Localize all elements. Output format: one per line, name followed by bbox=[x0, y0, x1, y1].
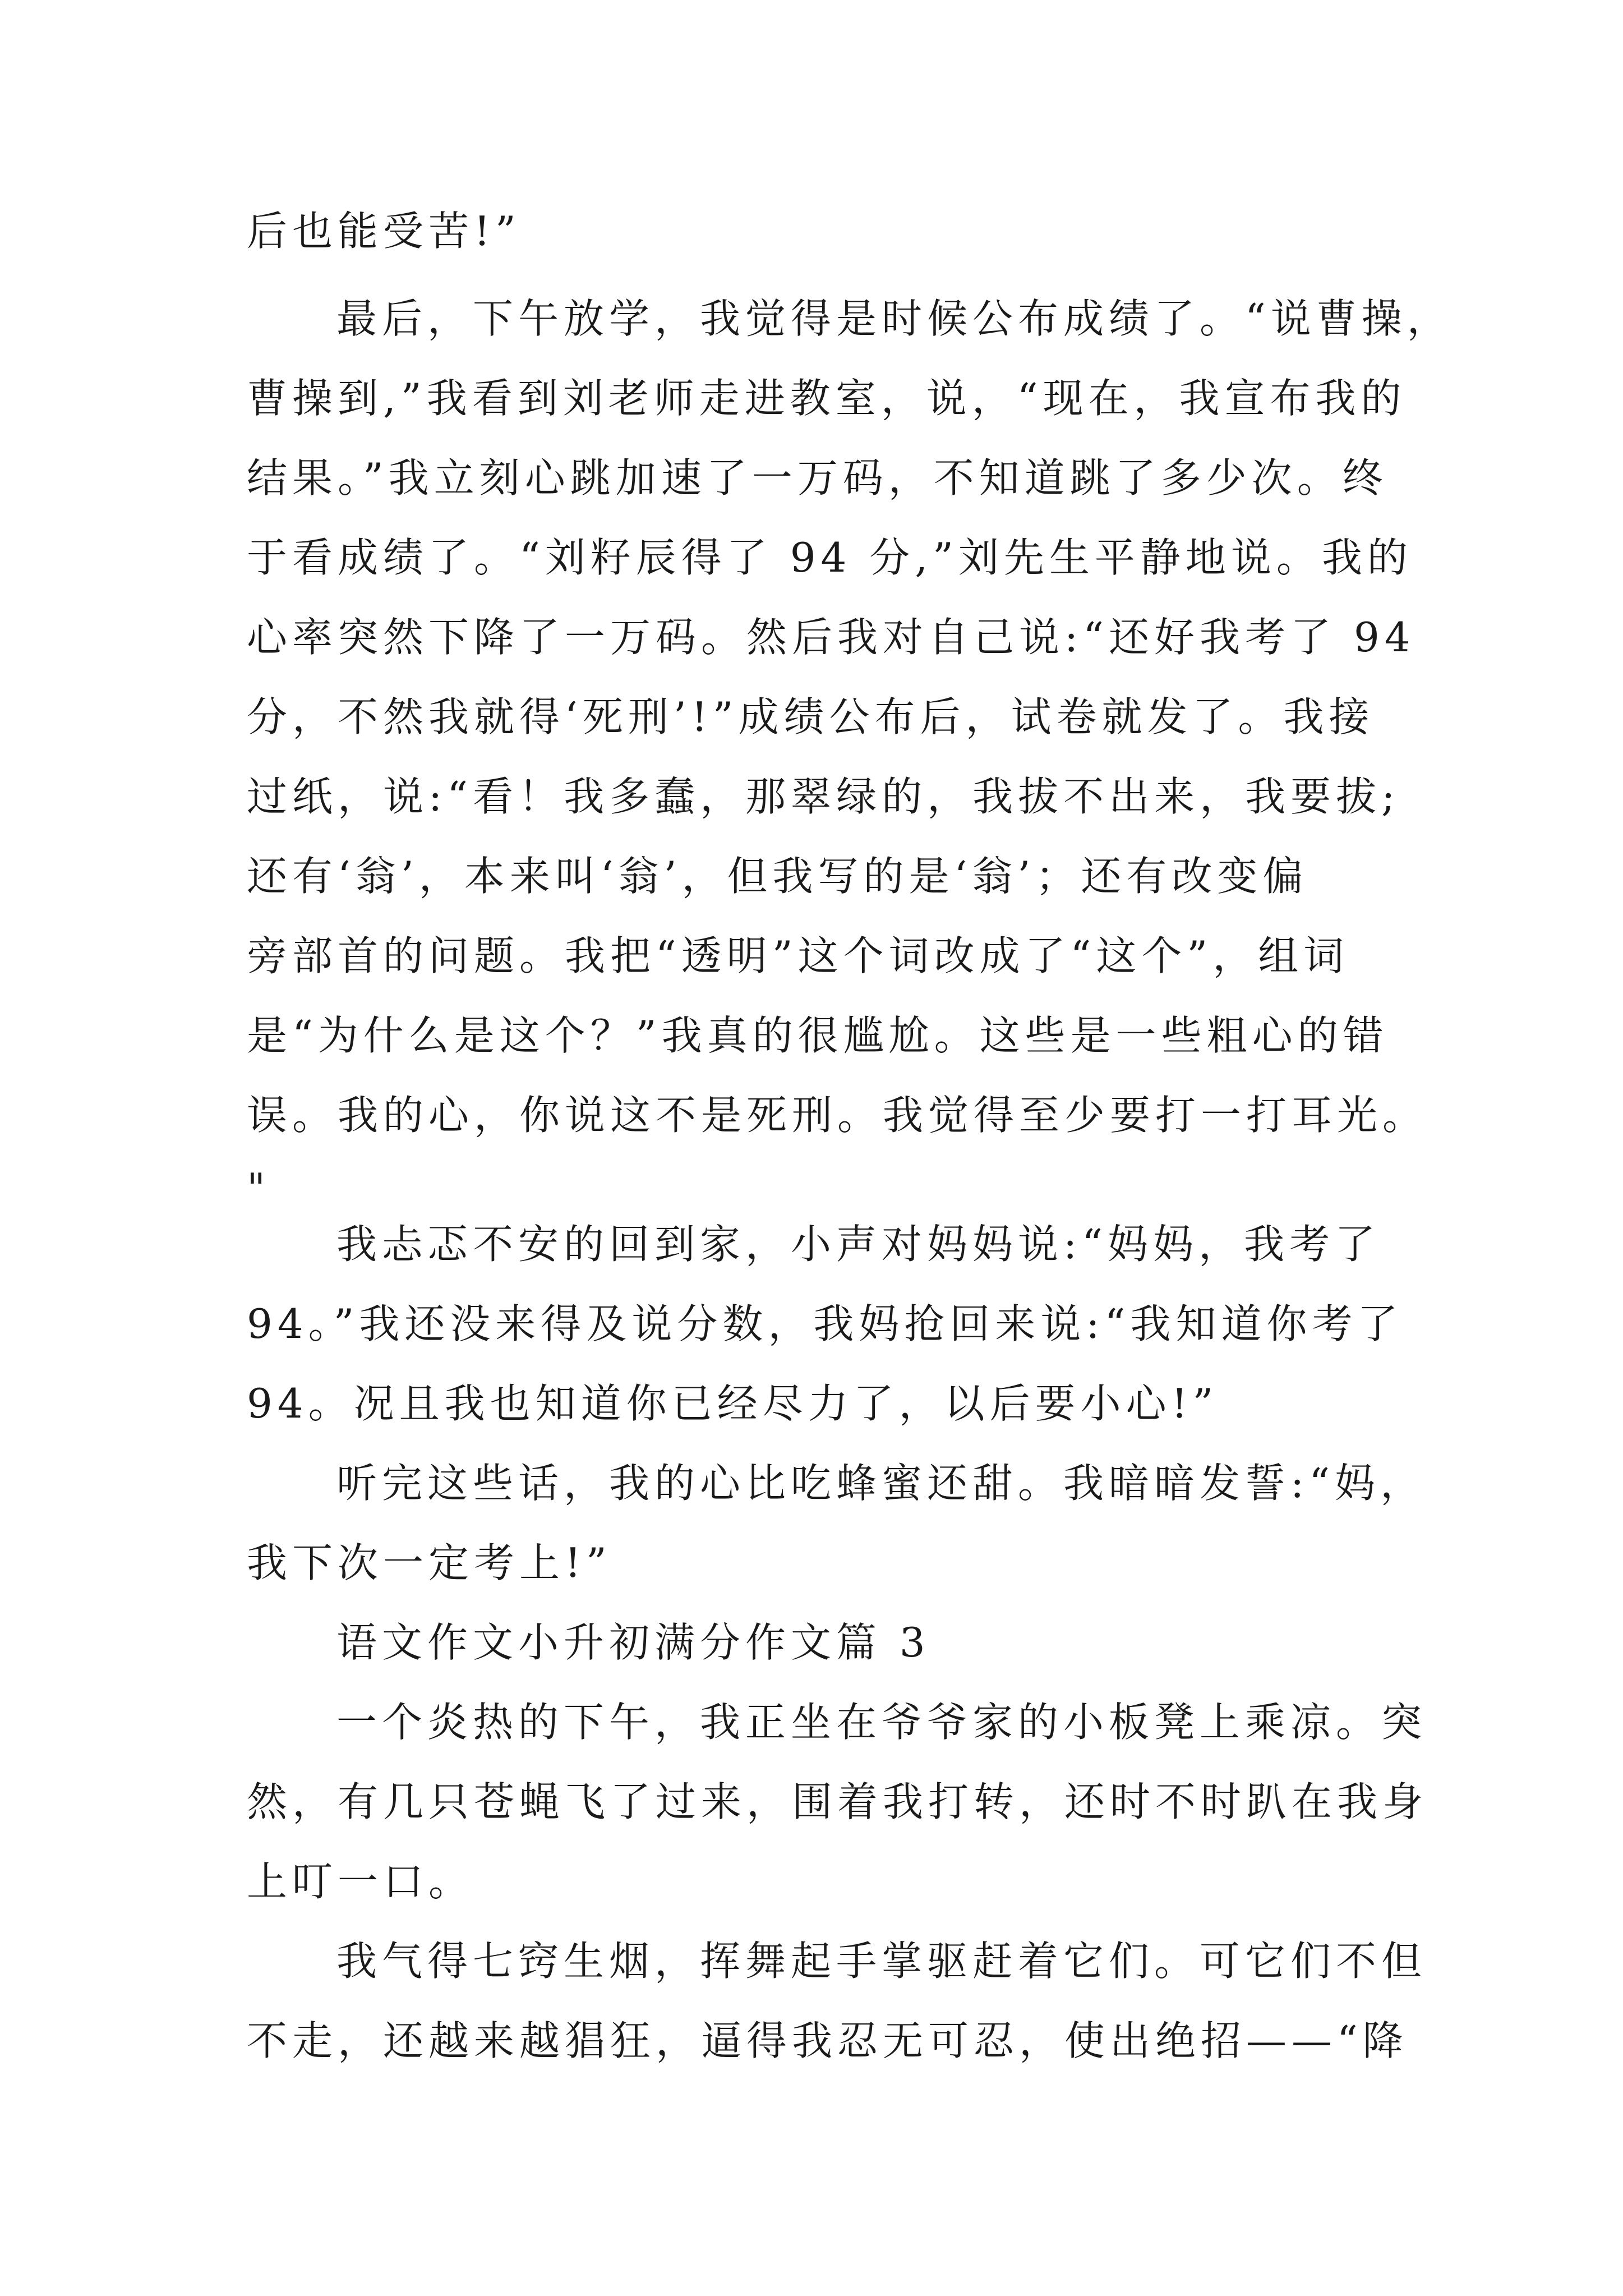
text-line: 结果。”我立刻心跳加速了一万码，不知道跳了多少次。终 bbox=[247, 454, 1388, 501]
text-line: 上叮一口。 bbox=[247, 1858, 474, 1905]
text-line: 后也能受苦!” bbox=[247, 208, 521, 255]
text-line: 最后，下午放学，我觉得是时候公布成绩了。“说曹操， bbox=[336, 295, 1453, 342]
text-line: 一个炎热的下午，我正坐在爷爷家的小板凳上乘凉。突 bbox=[336, 1699, 1427, 1746]
text-line: " bbox=[247, 1165, 271, 1212]
text-line: 心率突然下降了一万码。然后我对自己说:“还好我考了 94 bbox=[247, 614, 1415, 661]
section-heading: 语文作文小升初满分作文篇 3 bbox=[336, 1619, 930, 1666]
text-line: 94。”我还没来得及说分数，我妈抢回来说:“我知道你考了 bbox=[247, 1300, 1403, 1347]
text-line: 分，不然我就得‘死刑’!”成绩公布后，试卷就发了。我接 bbox=[247, 693, 1375, 740]
text-line: 不走，还越来越猖狂，逼得我忍无可忍，使出绝招——“降 bbox=[247, 2017, 1408, 2064]
text-line: 我下次一定考上!” bbox=[247, 1539, 612, 1586]
text-line: 我忐忑不安的回到家，小声对妈妈说:“妈妈，我考了 bbox=[336, 1221, 1381, 1268]
text-line: 过纸，说:“看！我多蠢，那翠绿的，我拔不出来，我要拔; bbox=[247, 773, 1400, 820]
text-line: 听完这些话，我的心比吃蜂蜜还甜。我暗暗发誓:“妈， bbox=[336, 1460, 1426, 1507]
text-line: 曹操到,”我看到刘老师走进教室，说，“现在，我宣布我的 bbox=[247, 375, 1407, 422]
text-line: 旁部首的问题。我把“透明”这个词改成了“这个”，组词 bbox=[247, 932, 1349, 979]
text-line: 是“为什么是这个？”我真的很尴尬。这些是一些粗心的错 bbox=[247, 1012, 1389, 1059]
text-line: 我气得七窍生烟，挥舞起手掌驱赶着它们。可它们不但 bbox=[336, 1938, 1427, 1985]
text-line: 误。我的心，你说这不是死刑。我觉得至少要打一打耳光。 bbox=[247, 1092, 1428, 1139]
text-line: 还有‘翁’，本来叫‘翁’，但我写的是‘翁’；还有改变偏 bbox=[247, 853, 1308, 900]
text-line: 然，有几只苍蝇飞了过来，围着我打转，还时不时趴在我身 bbox=[247, 1778, 1428, 1825]
text-line: 于看成绩了。“刘籽辰得了 94 分,”刘先生平静地说。我的 bbox=[247, 534, 1413, 581]
text-line: 94。况且我也知道你已经尽力了，以后要小心!” bbox=[247, 1380, 1219, 1427]
